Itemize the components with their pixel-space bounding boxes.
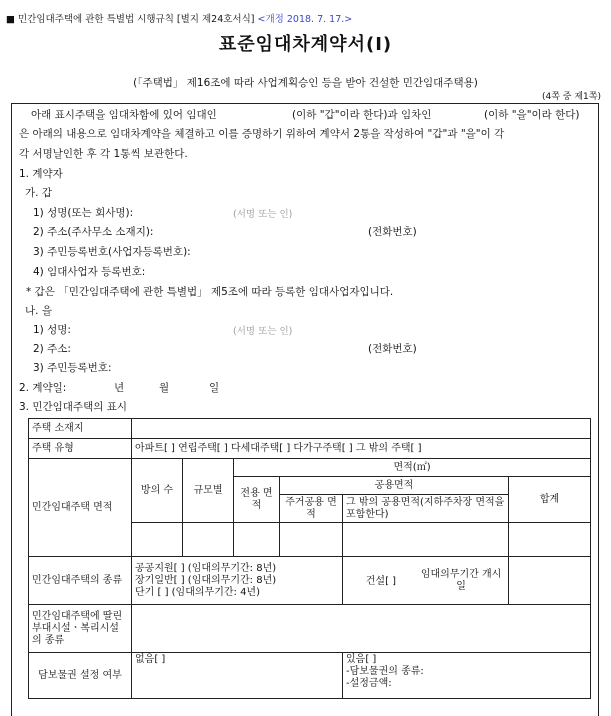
total-value[interactable]	[509, 523, 591, 557]
page-number: (4쪽 중 제1쪽)	[542, 92, 601, 102]
area-header: 면적(㎡)	[234, 459, 591, 477]
form-header	[6, 11, 352, 25]
contract-date-day: 일	[209, 382, 220, 394]
lessor-registration-number: 4) 임대사업자 등록번호:	[33, 266, 146, 278]
residential-common-header: 주거공용 면적	[280, 495, 343, 523]
other-common-header: 그 밖의 공용면적(지하주차장 면적을 포함한다)	[343, 495, 509, 523]
common-area-header: 공용면적	[280, 477, 509, 495]
type-options[interactable]: 아파트[ ] 연립주택[ ] 다세대주택[ ] 다가구주택[ ] 그 밖의 주택[ ]	[132, 439, 591, 459]
facilities-label: 민간임대주택에 딸린 부대시설ㆍ복리시설의 종류	[29, 605, 132, 653]
mortgage-yes-cell[interactable]	[343, 653, 591, 699]
kind-long-term[interactable]: 장기일반[ ] (임대의무기간: 8년)	[135, 574, 277, 586]
page-title: 표준임대차계약서(Ⅰ)	[218, 34, 393, 55]
intro-line1a: 아래 표시주택을 임대차함에 있어 임대인	[31, 109, 217, 121]
lessee-phone: (전화번호)	[368, 343, 417, 355]
kind-short-term[interactable]: 단기 [ ] (임대의무기간: 4년)	[135, 586, 260, 598]
lessor-phone: (전화번호)	[368, 226, 417, 238]
size-header: 규모별	[183, 459, 234, 523]
rooms-header: 방의 수	[132, 459, 183, 523]
total-area-header: 합계	[509, 477, 591, 523]
lessor-name: 1) 성명(또는 회사명):	[33, 207, 134, 219]
lessor-address: 2) 주소(주사무소 소재지):	[33, 226, 154, 238]
section1-heading: 1. 계약자	[19, 168, 63, 180]
exclusive-value[interactable]	[234, 523, 280, 557]
other-common-value[interactable]	[343, 523, 509, 557]
area-label: 민간임대주택 면적	[29, 459, 132, 557]
intro-line3: 각 서명날인한 후 각 1통씩 보관한다.	[19, 148, 188, 160]
construction-option[interactable]	[343, 557, 509, 605]
size-value[interactable]	[183, 523, 234, 557]
contract-date-year: 년	[114, 382, 125, 394]
revision-date: <개정 2018. 7. 17.>	[257, 14, 353, 25]
residential-common-value[interactable]	[280, 523, 343, 557]
lessee-id-number: 3) 주민등록번호:	[33, 362, 112, 374]
lessor-id-number: 3) 주민등록번호(사업자등록번호):	[33, 246, 191, 258]
lessee-heading: 나. 을	[25, 305, 52, 317]
kind-options[interactable]	[132, 557, 343, 605]
lessor-note: * 갑은 「민간임대주택에 관한 특별법」 제5조에 따라 등록한 임대사업자입니다.	[26, 286, 394, 298]
law-reference: ■ 민간임대주택에 관한 특별법 시행규칙 [별지 제24호서식]	[6, 14, 255, 25]
facilities-value[interactable]	[132, 605, 591, 653]
kind-public-support[interactable]: 공공지원[ ] (임대의무기간: 8년)	[135, 562, 277, 574]
intro-line2: 은 아래의 내용으로 임대차계약을 체결하고 이를 증명하기 위하여 계약서 2통을 작성하여 "갑"과 "을"이 각	[19, 128, 505, 140]
contract-date-month: 월	[159, 382, 170, 394]
housing-table	[28, 418, 591, 699]
kind-label: 민간임대주택의 종류	[29, 557, 132, 605]
lessor-heading: 가. 갑	[25, 187, 52, 199]
exclusive-area-header: 전용 면적	[234, 477, 280, 523]
rooms-value[interactable]	[132, 523, 183, 557]
type-label: 주택 유형	[29, 439, 132, 459]
lessee-address: 2) 주소:	[33, 343, 71, 355]
intro-line1c: (이하 "을"이라 한다)	[484, 109, 580, 121]
start-date-label: 임대의무기간 개시일	[420, 568, 502, 592]
mortgage-label: 담보물권 설정 여부	[29, 653, 132, 699]
section3-heading: 3. 민간임대주택의 표시	[19, 401, 127, 413]
contract-date-label: 2. 계약일:	[19, 382, 67, 394]
mortgage-yes[interactable]: 있음[ ]	[346, 654, 377, 665]
lessee-signature: (서명 또는 인)	[233, 326, 293, 337]
location-value[interactable]	[132, 419, 591, 439]
lessee-name: 1) 성명:	[33, 324, 71, 336]
lessor-signature: (서명 또는 인)	[233, 209, 293, 220]
mortgage-none[interactable]: 없음[ ]	[132, 653, 343, 699]
mortgage-amount: -설정금액:	[346, 678, 392, 689]
mortgage-right-kind: -담보물권의 종류:	[346, 666, 424, 677]
start-date-value[interactable]	[509, 557, 591, 605]
intro-line1b: (이하 "갑"이라 한다)과 임차인	[292, 109, 432, 121]
page-subtitle: (「주택법」 제16조에 따라 사업계획승인 등을 받아 건설한 민간임대주택용)	[133, 77, 478, 89]
construction-label: 건설[ ]	[365, 575, 397, 587]
location-label: 주택 소재지	[29, 419, 132, 439]
